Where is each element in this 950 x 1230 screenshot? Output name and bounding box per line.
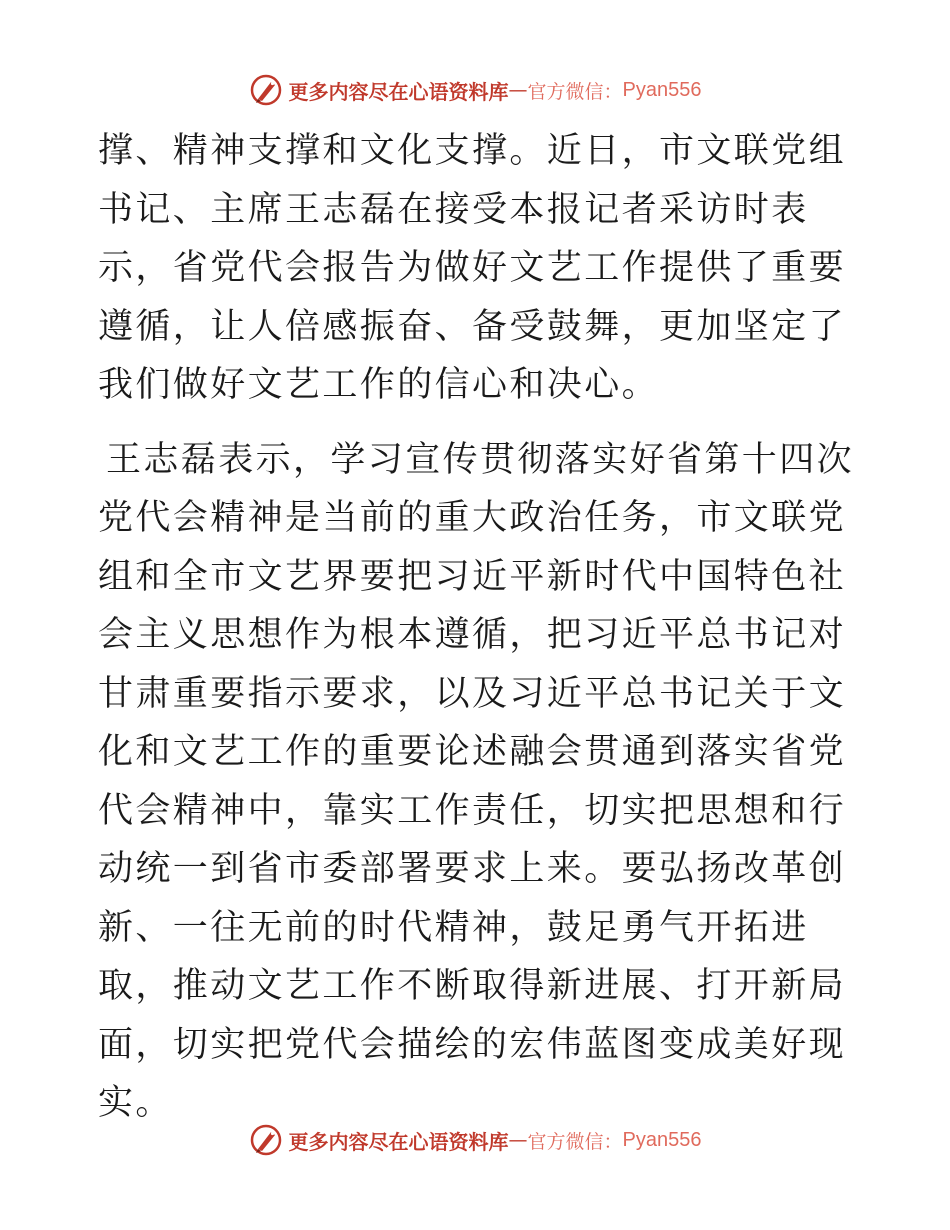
quill-pen-logo-icon [249,73,283,107]
banner-wechat-label: 官方微信： [527,80,623,103]
banner-wechat-label: 官方微信： [527,1130,623,1153]
quill-pen-logo-icon [249,1123,283,1157]
banner-main-text: 更多内容尽在心语资料库 [288,79,509,104]
header-watermark-banner [0,70,950,110]
banner-dash: — [508,1129,528,1151]
banner-wechat-id: Pyan556 [622,78,702,101]
paragraph-2: 王志磊表示，学习宣传贯彻落实好省第十四次党代会精神是当前的重大政治任务，市文联党组和全市文艺界要把习近平新时代中国特色社会主义思想作为根本遵循，把习近平总书记对甘肃重要指示要求，以及习近平总书记关于文化和文艺工作的重要论述融会贯通到落实省党代会精神中，靠实工作责任，切实把思想和行动统一到省市委部署要求上来。要弘扬改革创新、一往无前的时代精神，鼓足勇气开拓进取，推动文艺工作不断取得新进展、打开新局面，切实把党代会描绘的宏伟蓝图变成美好现实。 [98,439,855,1123]
banner-main-text: 更多内容尽在心语资料库 [288,1129,509,1154]
banner-dash: — [508,79,528,101]
footer-watermark-banner [0,1120,950,1160]
paragraph-1: 撑、精神支撑和文化支撑。近日，市文联党组书记、主席王志磊在接受本报记者采访时表示，省党代会报告为做好文艺工作提供了重要遵循，让人倍感振奋、备受鼓舞，更加坚定了我们做好文艺工作的信心和决心。 [98,131,847,405]
banner-wechat-id: Pyan556 [622,1128,702,1151]
document-body [98,122,858,1133]
